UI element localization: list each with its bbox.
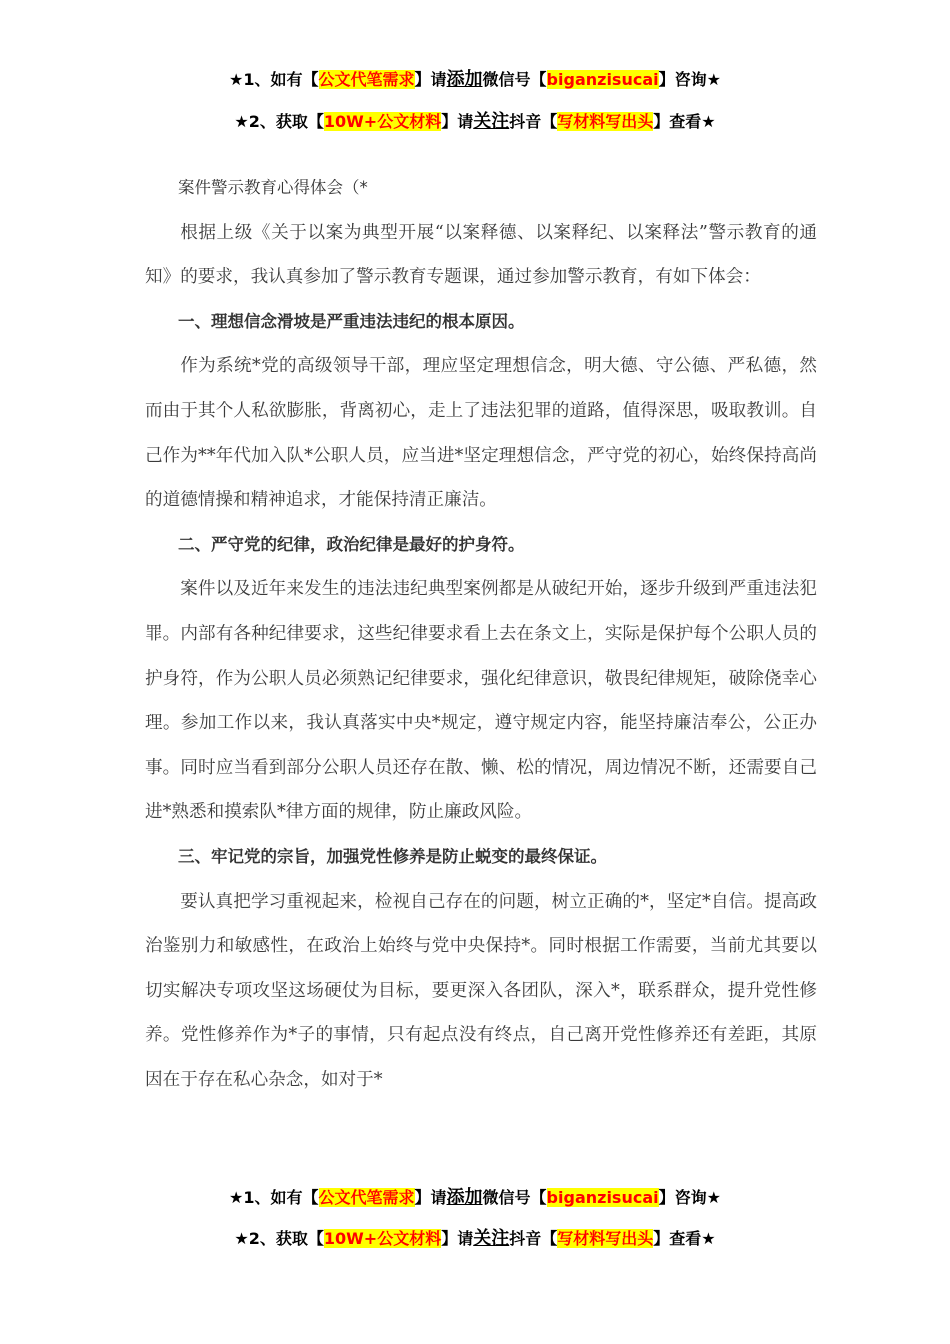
- intro-paragraph: 根据上级《关于以案为典型开展“以案释德、以案释纪、以案释法”警示教育的通知》的要求，我认真参加了警示教育专题课，通过参加警示教育，有如下体会：: [145, 222, 817, 288]
- banner-text: ★1、如有【: [229, 1188, 319, 1207]
- highlight-text: 10W+公文材料: [323, 1229, 442, 1248]
- emphasis-text: 关注: [473, 111, 510, 132]
- banner-text: 】查看★: [653, 112, 716, 131]
- promo-banner-line-2-bottom: [0, 1227, 950, 1251]
- banner-text: 】请: [441, 1229, 474, 1248]
- document-body: [145, 166, 817, 1102]
- promo-banner-line-1: [0, 68, 950, 92]
- promo-banner-line-2: [0, 110, 950, 134]
- section-1-heading: 一、理想信念滑坡是严重违法违纪的根本原因。: [178, 311, 525, 331]
- banner-text: 】请: [414, 1188, 447, 1207]
- section-3-heading: 三、牢记党的宗旨，加强党性修养是防止蜕变的最终保证。: [178, 846, 607, 866]
- highlight-text: 写材料写出头: [557, 112, 654, 131]
- section-2-paragraph: 案件以及近年来发生的违法违纪典型案例都是从破纪开始，逐步升级到严重违法犯罪。内部有各种纪律要求，这些纪律要求看上去在条文上，实际是保护每个公职人员的护身符，作为公职人员必须熟记纪律要求，强化纪律意识，敬畏纪律规矩，破除侥幸心理。参加工作以来，我认真落实中央*规定，遵守规定内容，能坚持廉洁奉公，公正办事。同时应当看到部分公职人员还存在散、懒、松的情况，周边情况不断，还需要自己进*熟悉和摸索队*律方面的规律，防止廉政风险。: [145, 579, 817, 823]
- section-3-paragraph: 要认真把学习重视起来，检视自己存在的问题，树立正确的*，坚定*自信。提高政治鉴别力和敏感性，在政治上始终与党中央保持*。同时根据工作需要，当前尤其要以切实解决专项攻坚这场硬仗为目标，要更深入各团队，深入*，联系群众，提升党性修养。党性修养作为*子的事情，只有起点没有终点，自己离开党性修养还有差距，其原因在于存在私心杂念，如对于*: [145, 891, 817, 1090]
- section-1-paragraph: 作为系统*党的高级领导干部，理应坚定理想信念，明大德、守公德、严私德，然而由于其个人私欲膨胀，背离初心，走上了违法犯罪的道路，值得深思，吸取教训。自己作为**年代加入队*公职人员，应当进*坚定理想信念，严守党的初心，始终保持高尚的道德情操和精神追求，才能保持清正廉洁。: [145, 356, 817, 511]
- highlight-text: biganzisucai: [546, 1188, 659, 1207]
- highlight-text: 10W+公文材料: [323, 112, 442, 131]
- emphasis-text: 关注: [473, 1228, 510, 1249]
- banner-text: 】请: [441, 112, 474, 131]
- banner-text: 微信号【: [482, 70, 547, 89]
- promo-banner-line-1-bottom: [0, 1186, 950, 1210]
- banner-text: ★1、如有【: [229, 70, 319, 89]
- banner-text: ★2、获取【: [234, 112, 324, 131]
- banner-text: 】咨询★: [658, 70, 721, 89]
- highlight-text: 公文代笔需求: [318, 70, 415, 89]
- section-2-heading: 二、严守党的纪律，政治纪律是最好的护身符。: [178, 534, 525, 554]
- banner-text: 】咨询★: [658, 1188, 721, 1207]
- highlight-text: biganzisucai: [546, 70, 659, 89]
- highlight-text: 写材料写出头: [557, 1229, 654, 1248]
- banner-text: 抖音【: [509, 112, 558, 131]
- emphasis-text: 添加: [446, 69, 483, 90]
- banner-text: ★2、获取【: [234, 1229, 324, 1248]
- banner-text: 抖音【: [509, 1229, 558, 1248]
- banner-text: 微信号【: [482, 1188, 547, 1207]
- document-title: 案件警示教育心得体会（*: [178, 178, 368, 197]
- banner-text: 】查看★: [653, 1229, 716, 1248]
- highlight-text: 公文代笔需求: [318, 1188, 415, 1207]
- emphasis-text: 添加: [446, 1187, 483, 1208]
- banner-text: 】请: [414, 70, 447, 89]
